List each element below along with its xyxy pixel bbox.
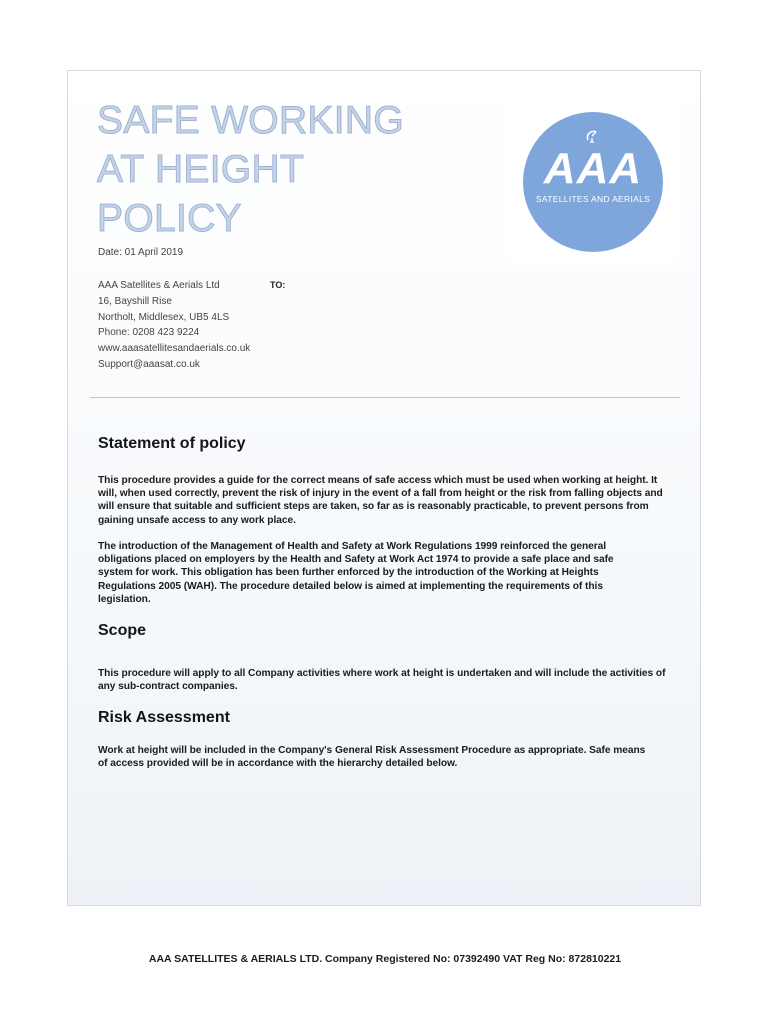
risk-assessment-paragraph: Work at height will be included in the Company's General Risk Assessment Procedure as appropriate. Safe means of access provided will be in accordance with the hierarchy detailed below. [98,745,646,770]
risk-assessment-heading: Risk Assessment [98,709,230,726]
phone-number: Phone: 0208 423 9224 [98,327,200,339]
logo-circle [523,112,663,252]
town-postcode: Northolt, Middlesex, UB5 4LS [98,311,230,323]
company-logo [506,106,678,263]
statement-heading: Statement of policy [98,435,246,452]
recipient-label: TO: [270,280,286,290]
support-email-link[interactable]: Support@aaasat.co.uk [98,358,200,370]
statement-paragraph-1: This procedure provides a guide for the correct means of safe access which must be used when working at height. It will, when used correctly, prevent the risk of injury in the event of a fall from height or the risk from falling objects and will ensure that suitable and sufficient steps are taken, so far as is reasonably practicable, to prevent persons from gaining unsafe access to any work place. [98,475,663,526]
company-name: AAA Satellites & Aerials Ltd [98,280,220,291]
logo-wordmark: AAA [543,144,643,193]
title-line-3: POLICY [97,197,242,240]
title-line-2: AT HEIGHT [97,148,305,191]
page-footer: AAA SATELLITES & AERIALS LTD. Company Registered No: 07392490 VAT Reg No: 872810221 [148,953,622,965]
sender-address [98,278,250,373]
title-line-1: SAFE WORKING [97,99,404,142]
statement-paragraph-2: The introduction of the Management of Health and Safety at Work Regulations 1999 reinforced the general obligations placed on employers by the Health and Safety at Work Act 1974 to provide a safe place and safe system for work. This obligation has been further enforced by the introduction of the Working at Heights Regulations 2005 (WAH). The procedure detailed below is aimed at implementing the requirements of this legislation. [98,541,614,605]
scope-paragraph: This procedure will apply to all Company activities where work at height is undertaken and will include the activities of any sub-contract companies. [98,668,666,693]
logo-tagline: SATELLITES AND AERIALS [535,194,651,204]
scope-heading: Scope [98,622,147,639]
document-title [97,96,404,243]
website-link[interactable]: www.aaasatellitesandaerials.co.uk [98,343,251,355]
satellite-dish-icon [585,129,601,145]
document-date: Date: 01 April 2019 [98,247,184,258]
header-divider [90,397,680,398]
street-address: 16, Bayshill Rise [98,295,172,307]
